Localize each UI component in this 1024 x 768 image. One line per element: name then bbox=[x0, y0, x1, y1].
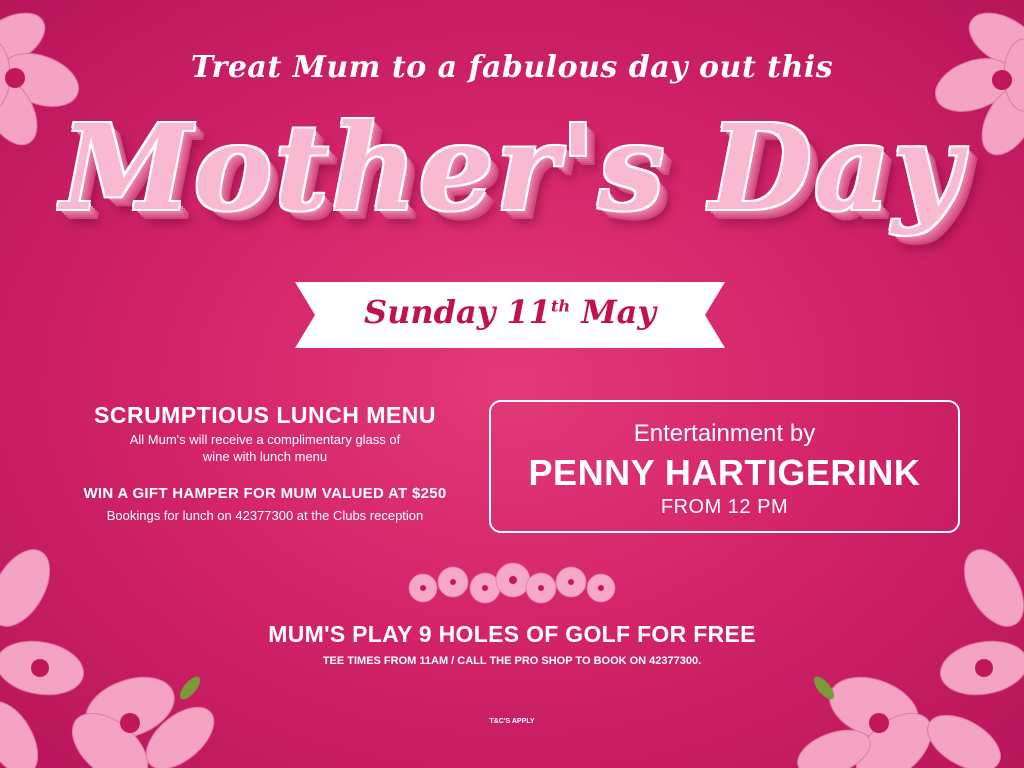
flower-garland-icon bbox=[405, 558, 620, 610]
entertainment-label: Entertainment by bbox=[633, 420, 816, 447]
lunch-section bbox=[60, 402, 470, 523]
page-title: Mother's Day bbox=[61, 98, 963, 237]
date-month: May bbox=[581, 293, 656, 331]
tagline: Treat Mum to a fabulous day out this bbox=[190, 50, 834, 85]
golf-heading: MUM'S PLAY 9 HOLES OF GOLF FOR FREE bbox=[268, 621, 756, 647]
lunch-heading: SCRUMPTIOUS LUNCH MENU bbox=[94, 402, 436, 428]
flower-bottom-left-icon bbox=[0, 538, 230, 768]
date-day: Sunday 11 bbox=[364, 293, 552, 331]
event-date bbox=[295, 293, 725, 331]
bookings-text: Bookings for lunch on 42377300 at the Clubs reception bbox=[106, 508, 424, 523]
performer-name: PENNY HARTIGERINK bbox=[528, 452, 921, 493]
tee-times-text: TEE TIMES FROM 11AM / CALL THE PRO SHOP TO BOOK ON 42377300. bbox=[322, 655, 702, 667]
terms-text: T&C'S APPLY bbox=[489, 718, 535, 725]
flower-bottom-right-icon bbox=[794, 538, 1024, 768]
date-ribbon bbox=[295, 282, 725, 348]
entertainment-box bbox=[489, 400, 960, 533]
hamper-heading: WIN A GIFT HAMPER FOR MUM VALUED AT $250 bbox=[83, 485, 447, 502]
lunch-description: All Mum's will receive a complimentary glass of wine with lunch menu bbox=[129, 432, 401, 464]
entertainment-time: FROM 12 PM bbox=[660, 496, 789, 518]
date-suffix: th bbox=[551, 296, 571, 316]
